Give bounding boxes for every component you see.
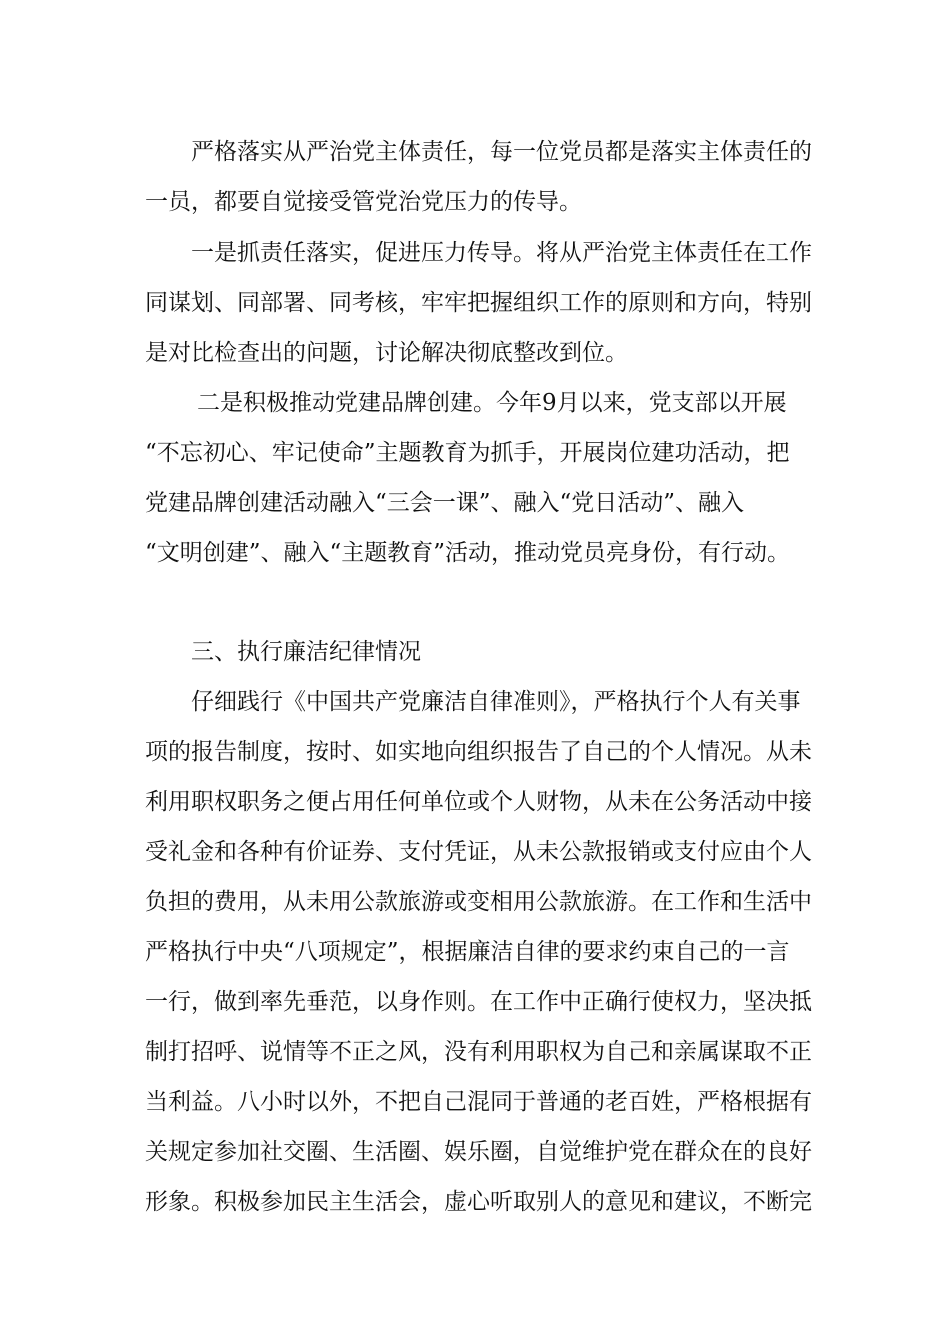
section-paragraph-line-11: 形象。积极参加民主生活会，虚心听取别人的意见和建议，不断完 [145, 1189, 812, 1215]
section-paragraph-line-4: 受礼金和各种有价证券、支付凭证，从未公款报销或支付应由个人 [145, 839, 812, 865]
paragraph-2-line-1: 一是抓责任落实，促进压力传导。将从严治党主体责任在工作 [191, 240, 812, 266]
paragraph-3-line-3: 党建品牌创建活动融入“三会一课”、融入“党日活动”、融入 [145, 490, 745, 516]
section-paragraph-line-5: 负担的费用，从未用公款旅游或变相用公款旅游。在工作和生活中 [145, 889, 812, 915]
paragraph-1-line-2: 一员，都要自觉接受管党治党压力的传导。 [145, 189, 582, 215]
section-paragraph-line-9: 当利益。八小时以外，不把自己混同于普通的老百姓，严格根据有 [145, 1089, 812, 1115]
paragraph-1-line-1: 严格落实从严治党主体责任，每一位党员都是落实主体责任的 [191, 139, 812, 165]
section-paragraph-line-2: 项的报告制度，按时、如实地向组织报告了自己的个人情况。从未 [145, 739, 812, 765]
paragraph-3-line-1: 二是积极推动党建品牌创建。今年9月以来，党支部以开展 [197, 390, 787, 416]
paragraph-2-line-3: 是对比检查出的问题，讨论解决彻底整改到位。 [145, 340, 628, 366]
section-paragraph-line-6: 严格执行中央“八项规定”，根据廉洁自律的要求约束自己的一言 [145, 939, 790, 965]
paragraph-2-line-2: 同谋划、同部署、同考核，牢牢把握组织工作的原则和方向，特别 [145, 290, 812, 316]
paragraph-3-line-2: “不忘初心、牢记使命”主题教育为抓手，开展岗位建功活动，把 [145, 440, 790, 466]
section-paragraph-line-8: 制打招呼、说情等不正之风，没有利用职权为自己和亲属谋取不正 [145, 1039, 812, 1065]
paragraph-3-line-4: “文明创建”、融入“主题教育”活动，推动党员亮身份，有行动。 [145, 540, 791, 566]
section-paragraph-line-3: 利用职权职务之便占用任何单位或个人财物，从未在公务活动中接 [145, 789, 812, 815]
section-paragraph-line-10: 关规定参加社交圈、生活圈、娱乐圈，自觉维护党在群众在的良好 [145, 1139, 812, 1165]
section-heading: 三、执行廉洁纪律情况 [191, 639, 421, 665]
section-paragraph-line-7: 一行，做到率先垂范，以身作则。在工作中正确行使权力，坚决抵 [145, 989, 812, 1015]
section-paragraph-line-1: 仔细践行《中国共产党廉洁自律准则》，严格执行个人有关事 [191, 689, 801, 715]
